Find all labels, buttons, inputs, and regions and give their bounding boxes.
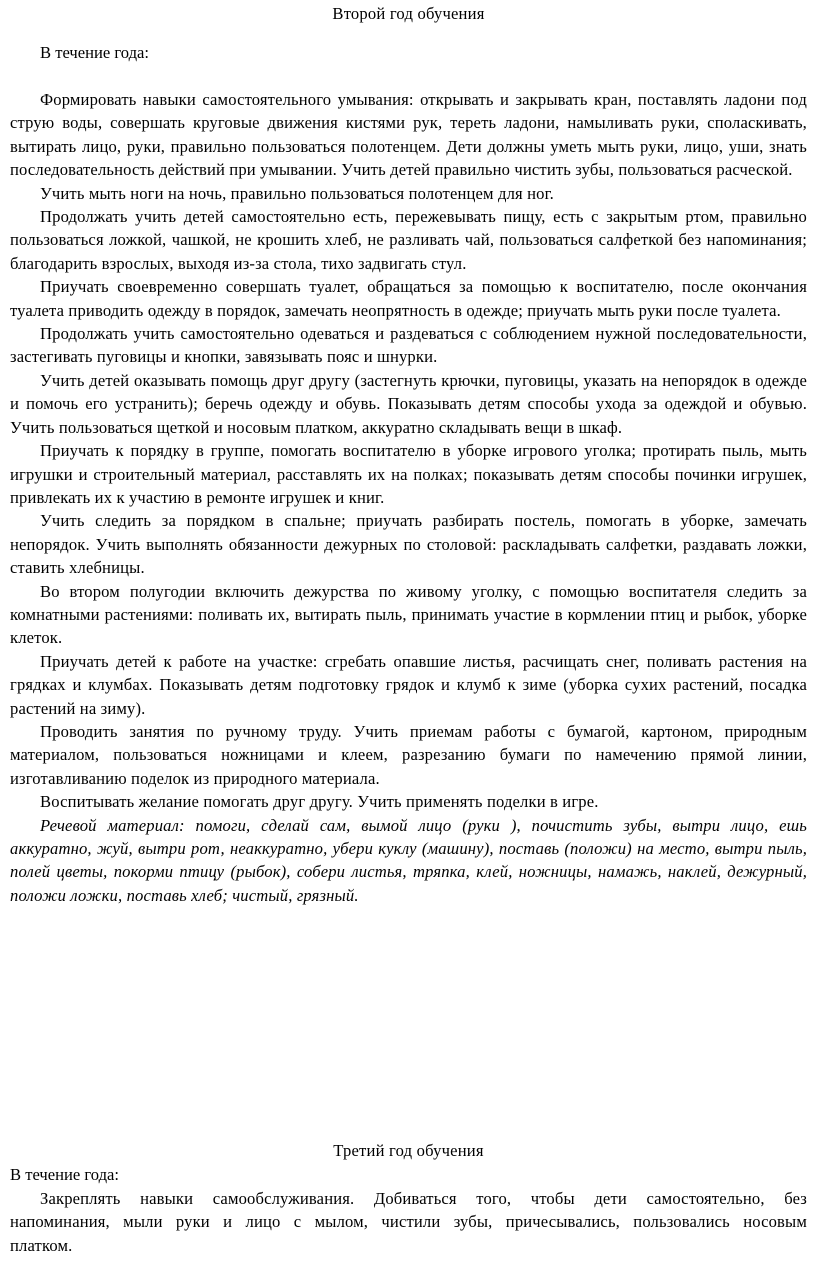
section-body-second-year — [10, 88, 807, 907]
section-title-third-year: Третий год обучения — [333, 1141, 484, 1160]
section-body-third-year — [10, 1187, 807, 1257]
paragraph-mutual-help: Учить детей оказывать помощь друг другу (застегнуть крючки, пуговицы, указать на непорядок в одежде и помочь его устранить); беречь одежду и обувь. Показывать детям способы ухода за одеждой и обувью. Учить пользоваться щеткой и носовым платком, аккуратно складывать вещи в шкаф. — [10, 370, 807, 437]
section-intro-second-year: В течение года: — [40, 43, 150, 62]
paragraph-bedroom: Учить следить за порядком в спальне; приучать разбирать постель, помогать в уборке, замечать непорядок. Учить выполнять обязанности дежурных по столовой: раскладывать салфетки, раздавать ложки, ставить хлебницы. — [10, 511, 807, 578]
paragraph-washing: Формировать навыки самостоятельного умывания: открывать и закрывать кран, поставлять ладони под струю воды, совершать круговые движения кистями рук, тереть ладони, намыливать руки, споласкивать, вытирать лицо, руки, правильно пользоваться полотенцем. Дети должны уметь мыть руки, лицо, уши, знать последовательность действий при умывании. Учить детей правильно чистить зубы, пользоваться расческой. — [10, 90, 807, 180]
paragraph-outdoor-work: Приучать детей к работе на участке: сгребать опавшие листья, расчищать снег, поливать растения на грядках и клумбах. Показывать детям подготовку грядок и клумб к зиме (уборка сухих растений, посадка растений на зиму). — [10, 651, 807, 718]
paragraph-dressing: Продолжать учить самостоятельно одеваться и раздеваться с соблюдением нужной последовательности, застегивать пуговицы и кнопки, завязывать пояс и шнурки. — [10, 324, 807, 367]
paragraph-nature-corner: Во втором полугодии включить дежурства по живому уголку, с помощью воспитателя следить за комнатными растениями: поливать их, вытирать пыль, принимать участие в кормлении птиц и рыбок, уборке клеток. — [10, 581, 807, 648]
paragraph-feet: Учить мыть ноги на ночь, правильно пользоваться полотенцем для ног. — [40, 183, 554, 203]
section-intro-third-year: В течение года: — [10, 1165, 120, 1184]
section-title-second-year: Второй год обучения — [332, 4, 485, 23]
paragraph-helping: Воспитывать желание помогать друг другу. Учить применять поделки в игре. — [40, 792, 599, 812]
paragraph-self-service: Закреплять навыки самообслуживания. Добиваться того, чтобы дети самостоятельно, без напоминания, мыли руки и лицо с мылом, чистили зубы, причесывались, пользовались носовым платком. — [10, 1189, 807, 1255]
paragraph-toilet: Приучать своевременно совершать туалет, обращаться за помощью к воспитателю, после окончания туалета приводить одежду в порядок, замечать неопрятность в одежде; приучать мыть руки после туалета. — [10, 277, 807, 320]
paragraph-handcraft: Проводить занятия по ручному труду. Учить приемам работы с бумагой, картоном, природным материалом, пользоваться ножницами и клеем, разрезанию бумаги по намечению прямой линии, изготавливанию поделок из природного материала. — [10, 721, 807, 788]
paragraph-speech-material: Речевой материал: помоги, сделай сам, вымой лицо (руки ), почистить зубы, вытри лицо, ешь аккуратно, жуй, вытри рот, неаккуратно, убери куклу (машину), поставь (положи) на место, вытри пыль, полей цветы, покорми птицу (рыбок), собери листья, тряпка, клей, ножницы, намажь, наклей, дежурный, положи ложки, поставь хлеб; чистый, грязный. — [10, 815, 807, 905]
paragraph-group-order: Приучать к порядку в группе, помогать воспитателю в уборке игрового уголка; протирать пыль, мыть игрушки и строительный материал, расставлять их на полках; показывать детям способы починки игрушек, привлекать их к участию в ремонте игрушек и книг. — [10, 441, 807, 507]
paragraph-eating: Продолжать учить детей самостоятельно есть, пережевывать пищу, есть с закрытым ртом, правильно пользоваться ложкой, чашкой, не крошить хлеб, не разливать чай, пользоваться салфеткой без напоминания; благодарить взрослых, выходя из-за стола, тихо задвигать стул. — [10, 207, 807, 273]
